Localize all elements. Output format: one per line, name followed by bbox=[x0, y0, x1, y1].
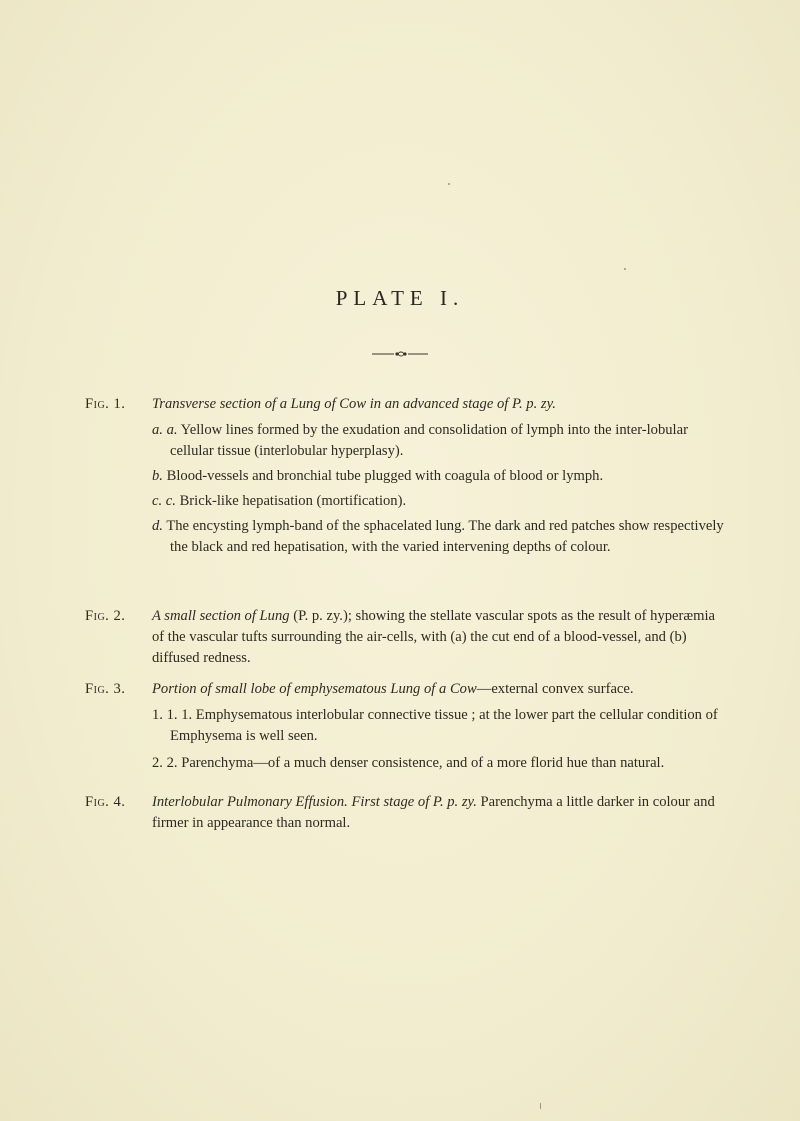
figure-title: Transverse section of a Lung of Cow in an advanced stage of P. p. zy. bbox=[152, 396, 556, 412]
plate-title: PLATE I. bbox=[335, 286, 465, 310]
item-text: Emphysematous interlobular connective tissue ; at the lower part the cellular condition of Emphysema is well seen. bbox=[170, 707, 718, 744]
figure-3 bbox=[85, 679, 725, 774]
item-text: Yellow lines formed by the exudation and consolidation of lymph into the inter-lobular cellular tissue (interlobular hyperplasy). bbox=[170, 422, 688, 459]
figure-2 bbox=[85, 606, 725, 669]
item-text: Brick-like hepatisation (mortification). bbox=[179, 493, 407, 509]
paper-speck bbox=[540, 1103, 541, 1109]
item-key: a. a. bbox=[152, 422, 178, 438]
figure-text: (P. p. zy.); showing the stellate vascular spots as the result of hyperæmia of the vascular tufts surrounding the air-cells, with (a) the cut end of a blood-vessel, and (b) diffused redness. bbox=[152, 608, 716, 666]
figure-4 bbox=[85, 792, 725, 834]
item-text: The encysting lymph-band of the sphacelated lung. The dark and red patches show respectively the black and red hepatisation, with the varied intervening depths of colour. bbox=[166, 518, 724, 555]
paper-speck bbox=[624, 268, 626, 270]
figure-text: —external convex surface. bbox=[476, 681, 634, 697]
figure-item bbox=[85, 466, 725, 487]
figure-text: Parenchyma a little darker in colour and firmer in appearance than normal. bbox=[152, 794, 715, 831]
item-key: 1. 1. 1. bbox=[152, 707, 193, 723]
ornament-divider bbox=[370, 350, 430, 358]
item-key: c. c. bbox=[152, 493, 176, 509]
figure-title: Interlobular Pulmonary Effusion. First stage of P. p. zy. bbox=[152, 794, 477, 810]
figure-item bbox=[85, 705, 725, 747]
figure-item bbox=[85, 491, 725, 512]
figure-item bbox=[85, 420, 725, 462]
figure-label: Fig. 3. bbox=[85, 681, 126, 697]
paper-speck bbox=[448, 183, 450, 185]
item-key: 2. 2. bbox=[152, 755, 178, 771]
figure-1 bbox=[85, 394, 725, 558]
figure-title: Portion of small lobe of emphysematous Lung of a Cow bbox=[152, 681, 477, 697]
figure-label: Fig. 1. bbox=[85, 396, 126, 412]
figure-title: A small section of Lung bbox=[152, 608, 290, 624]
figure-item bbox=[85, 516, 725, 558]
item-key: d. bbox=[152, 518, 163, 534]
item-text: Blood-vessels and bronchial tube plugged with coagula of blood or lymph. bbox=[166, 468, 604, 484]
figure-label: Fig. 2. bbox=[85, 608, 126, 624]
figure-item bbox=[85, 753, 725, 774]
figure-label: Fig. 4. bbox=[85, 794, 126, 810]
item-text: Parenchyma—of a much denser consistence, and of a more florid hue than natural. bbox=[181, 755, 665, 771]
item-key: b. bbox=[152, 468, 163, 484]
